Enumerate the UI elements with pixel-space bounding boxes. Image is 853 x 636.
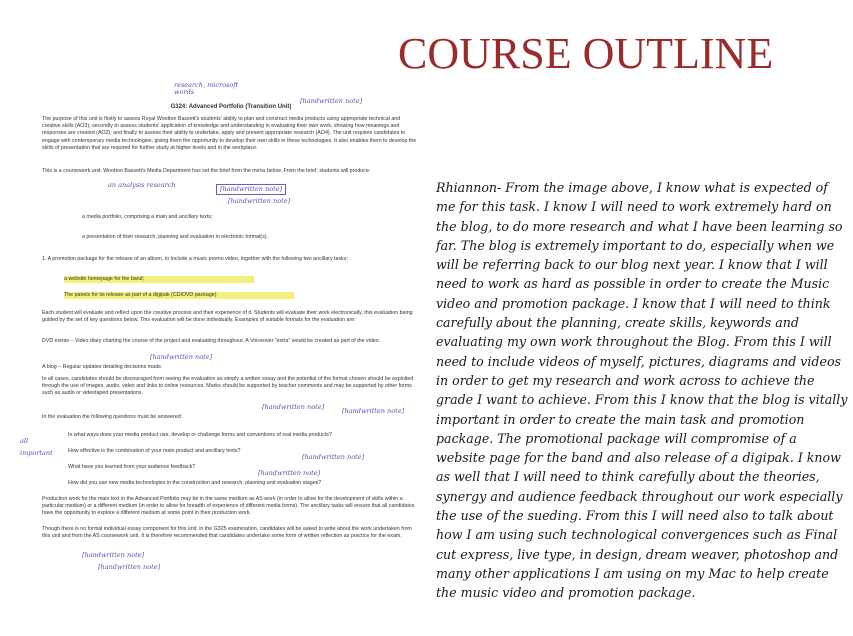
student-reflection-text: Rhiannon- From the image above, I know what is expected of me for this task. I know I will need to work extremely hard on the blog, to do more research and what I have been learning so far. The blog is extremely important to do, especially when we will be referring back to our blog next year. I know that I will need to work as hard as possible in order to create the Music video and promotion package. I know that I will need to think carefully about the planning, create skills, keywords and evaluating my own work throughout the Blog. From this I will need to include videos of myself, pictures, diagrams and videos in order to get my research and work across to achieve the grade I want to achieve. From this I know that the blog is vitally important in order to create the main task and promotion package. The promotional package will compromise of a website page for the band and also release of a digipak. I know as well that I will need to think carefully about the theories, synergy and audience feedback throughout our work especially the use of the sueding. From this I will need also to talk about how I am using such technological convergences such as Final cut express, live type, in design, dream weaver, photoshop and many other applications I am using on my Mac to help create the music video and promotion package. <box>436 180 848 601</box>
page-title: COURSE OUTLINE <box>398 29 774 78</box>
document-paragraph: A blog – Regular updates detailing decisions made. <box>42 364 163 370</box>
evaluation-question: How did you use new media technologies in the construction and research, planning and evaluation stages? <box>68 480 322 486</box>
document-paragraph: In all cases, candidates should be discouraged from seeing the evaluation as simply a written essay and the potential of the format chosen should be exploited through the use of images, audio, video and links to online resources. Marks should be supported by teacher comments and may be supported by other forms such as audio or videotaped presentations. <box>42 376 414 397</box>
unit-title: G324: Advanced Portfolio (Transition Unit) <box>170 104 292 110</box>
handwritten-note: [handwritten note] <box>216 184 286 195</box>
document-bullet: a media portfolio, comprising a main and ancillary texts; <box>82 214 213 220</box>
handwritten-note: [handwritten note] <box>82 551 145 559</box>
document-paragraph: 1. A promotion package for the release of an album, to include a music promo video, together with the following two ancillary tasks: <box>42 256 348 262</box>
handwritten-note: [handwritten note] <box>228 197 291 205</box>
document-paragraph: Though there is no formal individual essay component for this unit, in the G325 examination, candidates will be asked to write about the work undertaken from this unit and from the AS coursework unit. It is therefore recommended that candidates undertake some form of written reflection as practice for the exam. <box>42 526 412 540</box>
document-task: The panels for its release as part of a digipak (CD/DVD package) <box>64 292 294 299</box>
handwritten-note: [handwritten note] <box>342 407 405 415</box>
handwritten-note: all <box>20 437 29 445</box>
evaluation-question: How effective is the combination of your main product and ancillary texts? <box>68 448 241 454</box>
document-paragraph: In the evaluation the following questions must be answered: <box>42 414 183 420</box>
document-paragraph: Each student will evaluate and reflect upon the creative process and their experience of it. Students will evaluate their work electronically, this evaluation being guided by the set of key questions below. This evaluation will be done individually. Examples of suitable formats for the evaluation are: <box>42 310 413 324</box>
document-task: a website homepage for the band; <box>64 276 254 283</box>
evaluation-question: What have you learned from your audience feedback? <box>68 464 196 470</box>
document-bullet: a presentation of their research, planning and evaluation in electronic format(s). <box>82 234 269 240</box>
handwritten-note: [handwritten note] <box>150 353 213 361</box>
document-paragraph: DVD extras – Video diary charting the course of the project and evaluating throughout. A Voiceover "extra" would be created as part of the video. <box>42 338 381 344</box>
handwritten-note: important <box>20 449 53 457</box>
handwritten-note: [handwritten note] <box>98 563 161 571</box>
handwritten-note: [handwritten note] <box>302 453 365 461</box>
document-paragraph: The purpose of this unit is firstly to assess Royal Wootton Bassett's students' ability to plan and construct media products using appropriate technical and creative skills (AO3); secondly to assess students' application of knowledge and understanding in evaluating their own work, showing how meanings and responses are created (AO2); and finally to assess their ability to undertake, apply and present appropriate research (AO4). The unit requires candidates to engage with contemporary media technologies, giving them the opportunity to develop their own skills in these technologies. It also enables them to develop the skills of presentation that are required for further study at higher levels and in the workplace. <box>42 116 417 151</box>
document-paragraph: Production work for the main text in the Advanced Portfolio may be in the same medium as AS work (in order to allow for the development of skills within a particular medium) or a different medium (in order to allow for breadth of experience of different media forms). The ancillary tasks will ensure that all candidates have the opportunity to explore a different medium at some point in their production work. <box>42 496 415 517</box>
handwritten-note: research, microsoft words <box>174 81 239 96</box>
handwritten-note: [handwritten note] <box>258 469 321 477</box>
scanned-course-document <box>18 78 428 630</box>
handwritten-note: [handwritten note] <box>262 403 325 411</box>
handwritten-note: an analysis research <box>108 181 176 189</box>
handwritten-note: [handwritten note] <box>300 97 363 105</box>
evaluation-question: In what ways does your media product use, develop or challenge forms and conventions of real media products? <box>68 432 332 438</box>
document-paragraph: This is a coursework unit. Wootton Bassett's Media Department has set the brief from the menu below. From the brief, students will produce: <box>42 168 371 174</box>
